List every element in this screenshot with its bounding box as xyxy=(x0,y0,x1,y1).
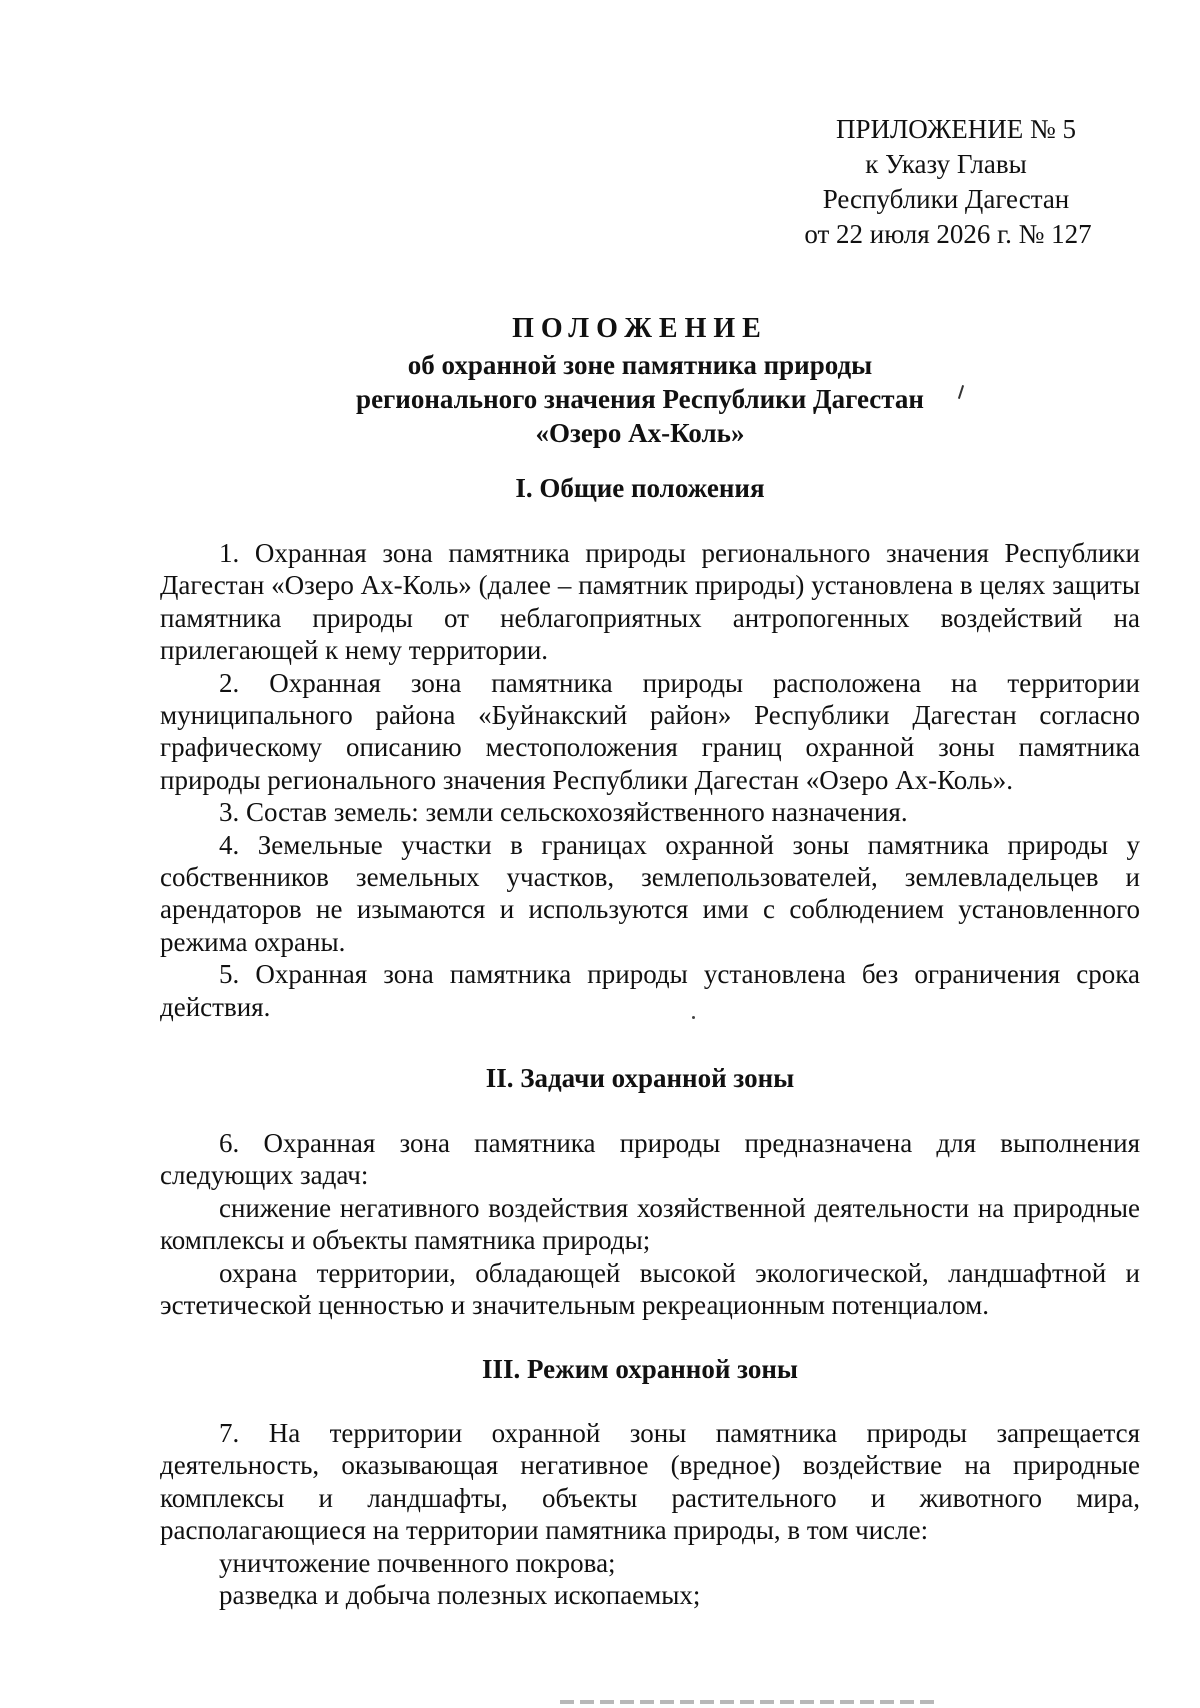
appendix-reference: к Указу Главы xyxy=(865,149,1027,179)
section-1-heading: I. Общие положения xyxy=(515,473,765,503)
appendix-date: от 22 июля 2026 г. № 127 xyxy=(804,219,1092,249)
section-1-body xyxy=(160,537,1140,1023)
title-main: ПОЛОЖЕНИЕ xyxy=(512,313,768,344)
task-item-1: снижение негативного воздействия хозяйственной деятельности на природные комплексы и объекты памятника природы; xyxy=(160,1192,1140,1256)
paragraph-5: 5. Охранная зона памятника природы установлена без ограничения срока действия. xyxy=(160,959,1140,1022)
paragraph-2: 2. Охранная зона памятника природы расположена на территории муниципального района «Буйнакский район» Республики Дагестан согласно графическому описанию местоположения границ охранной зоны памятника природы регионального значения Республики Дагестан «Озеро Ах-Коль». xyxy=(160,667,1140,795)
scan-speck xyxy=(692,1016,695,1019)
prohibition-item-2: разведка и добыча полезных ископаемых; xyxy=(219,1580,701,1611)
task-item-2: охрана территории, обладающей высокой экологической, ландшафтной и эстетической ценностью и значительным рекреационным потенциалом. xyxy=(160,1257,1140,1321)
paragraph-6: 6. Охранная зона памятника природы предназначена для выполнения следующих задач: xyxy=(160,1128,1140,1191)
appendix-number: ПРИЛОЖЕНИЕ № 5 xyxy=(835,114,1077,144)
title-subtitle-2: регионального значения Республики Дагестан xyxy=(356,384,924,414)
section-3-heading: III. Режим охранной зоны xyxy=(481,1354,798,1384)
paragraph-7: 7. На территории охранной зоны памятника природы запрещается деятельность, оказывающая негативное (вредное) воздействие на природные комплексы и ландшафты, объекты растительного и животного мира, располагающиеся на территории памятника природы, в том числе: xyxy=(160,1418,1140,1546)
appendix-republic: Республики Дагестан xyxy=(822,184,1070,214)
title-subtitle-3: «Озеро Ах-Коль» xyxy=(535,418,745,448)
document-title xyxy=(160,312,1120,450)
paragraph-3: 3. Состав земель: земли сельскохозяйственного назначения. xyxy=(219,797,908,828)
title-subtitle-1: об охранной зоне памятника природы xyxy=(407,350,873,380)
paragraph-4: 4. Земельные участки в границах охранной зоны памятника природы у собственников земельных участков, землепользователей, землевладельцев и арендаторов не изымаются и используются ими с соблюдением установленного режима охраны. xyxy=(160,829,1140,957)
scan-edge-artifact xyxy=(560,1700,940,1704)
section-2-heading: II. Задачи охранной зоны xyxy=(485,1063,795,1093)
section-3-body xyxy=(160,1417,1140,1611)
appendix-stamp xyxy=(786,112,1106,252)
section-2-body xyxy=(160,1127,1140,1321)
paragraph-1: 1. Охранная зона памятника природы регионального значения Республики Дагестан «Озеро Ах-Коль» (далее – памятник природы) установлена в целях защиты памятника природы от неблагоприятных антропогенных воздействий на прилегающей к нему территории. xyxy=(160,538,1140,666)
prohibition-item-1: уничтожение почвенного покрова; xyxy=(219,1547,616,1578)
